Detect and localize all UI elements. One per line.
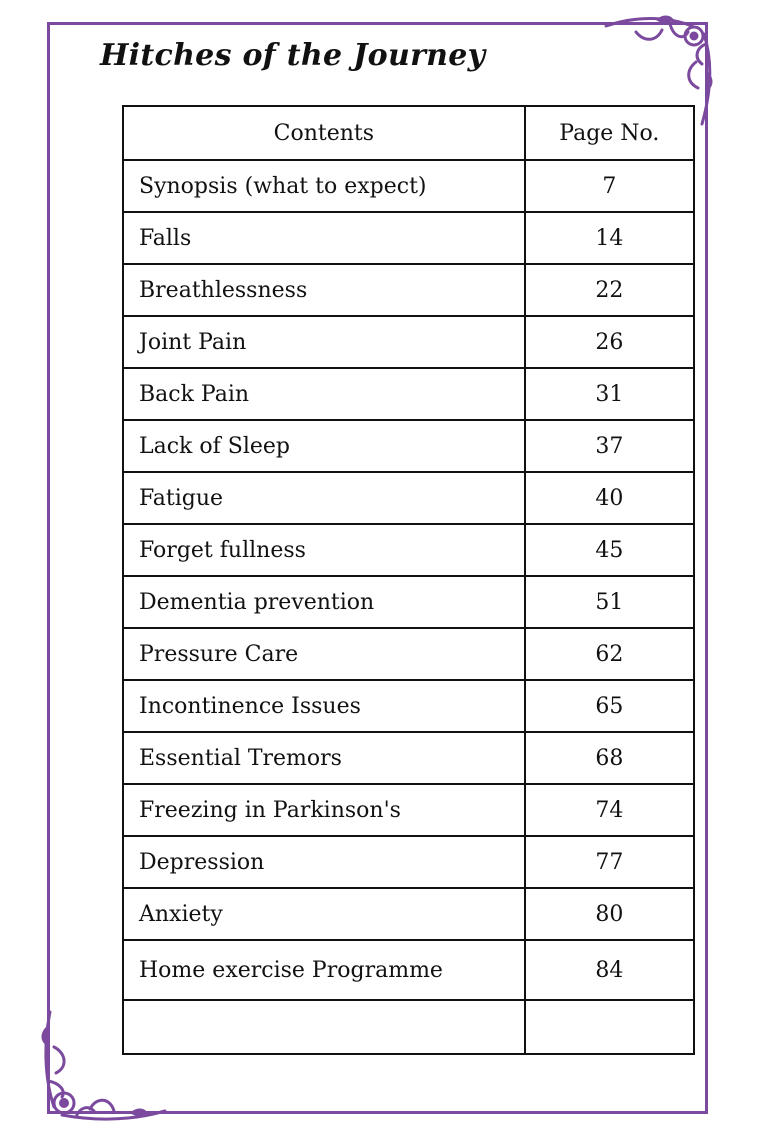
contents-item: Fatigue (123, 472, 525, 524)
page-number: 37 (525, 420, 694, 472)
page-title: Hitches of the Journey (100, 38, 486, 73)
page-number: 77 (525, 836, 694, 888)
table-row (123, 472, 694, 524)
page-number: 14 (525, 212, 694, 264)
contents-item: Home exercise Programme (123, 940, 525, 1000)
contents-item: Falls (123, 212, 525, 264)
contents-header: Contents (123, 106, 525, 160)
table-row (123, 732, 694, 784)
table-row (123, 524, 694, 576)
table-row (123, 680, 694, 732)
empty-cell (123, 1000, 525, 1054)
page-number: 74 (525, 784, 694, 836)
table-row (123, 628, 694, 680)
table-row (123, 368, 694, 420)
contents-item: Essential Tremors (123, 732, 525, 784)
table-row (123, 420, 694, 472)
contents-item: Lack of Sleep (123, 420, 525, 472)
page-number: 65 (525, 680, 694, 732)
table-row (123, 316, 694, 368)
contents-item: Breathlessness (123, 264, 525, 316)
table-row (123, 836, 694, 888)
page-number-header: Page No. (525, 106, 694, 160)
page-number: 31 (525, 368, 694, 420)
page-number: 7 (525, 160, 694, 212)
table-header-row (123, 106, 694, 160)
table-row (123, 784, 694, 836)
table-row (123, 940, 694, 1000)
contents-item: Dementia prevention (123, 576, 525, 628)
page-number: 62 (525, 628, 694, 680)
contents-item: Depression (123, 836, 525, 888)
table-row (123, 264, 694, 316)
contents-item: Freezing in Parkinson's (123, 784, 525, 836)
page-number: 45 (525, 524, 694, 576)
page-number: 51 (525, 576, 694, 628)
empty-cell (525, 1000, 694, 1054)
contents-item: Anxiety (123, 888, 525, 940)
page-number: 22 (525, 264, 694, 316)
contents-table (122, 105, 695, 1055)
contents-item: Pressure Care (123, 628, 525, 680)
table-row (123, 888, 694, 940)
table-row (123, 212, 694, 264)
contents-item: Joint Pain (123, 316, 525, 368)
table-row (123, 160, 694, 212)
page-number: 80 (525, 888, 694, 940)
empty-table-row (123, 1000, 694, 1054)
contents-item: Forget fullness (123, 524, 525, 576)
page-number: 40 (525, 472, 694, 524)
page-number: 68 (525, 732, 694, 784)
page-number: 26 (525, 316, 694, 368)
table-row (123, 576, 694, 628)
contents-item: Incontinence Issues (123, 680, 525, 732)
contents-item: Synopsis (what to expect) (123, 160, 525, 212)
page-number: 84 (525, 940, 694, 1000)
contents-item: Back Pain (123, 368, 525, 420)
